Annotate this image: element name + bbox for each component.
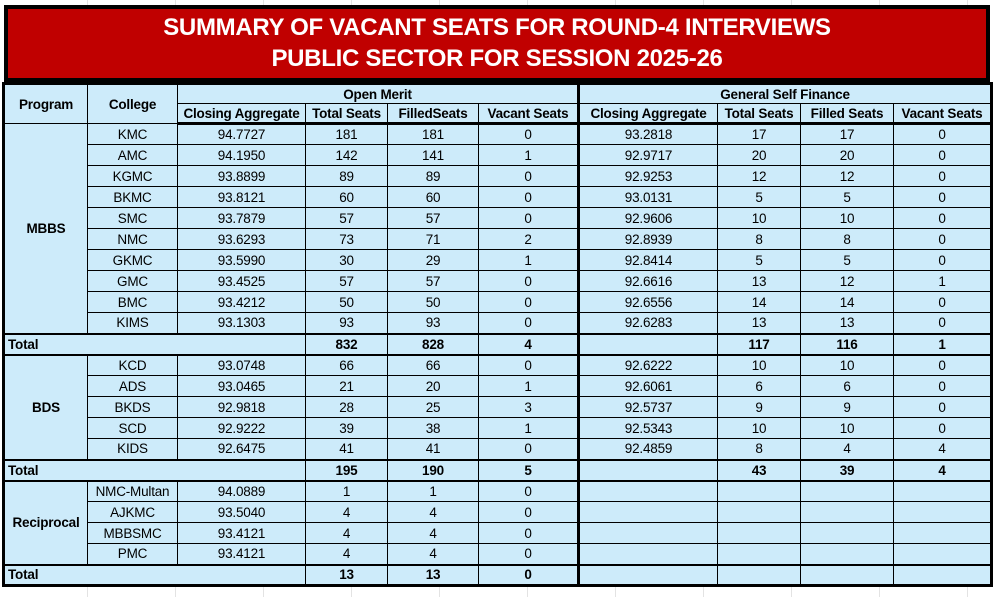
om-filled-seats-cell: 50 xyxy=(388,292,479,313)
table-row xyxy=(4,313,992,334)
om-vacant-seats-cell: 3 xyxy=(479,397,579,418)
col-header-gsf-vacant-seats: Vacant Seats xyxy=(894,104,992,124)
om-filled-seats-cell: 4 xyxy=(388,502,479,523)
om-vacant-seats-cell: 1 xyxy=(479,145,579,166)
gsf-total-seats-cell: 14 xyxy=(718,292,801,313)
om-vacant-seats-cell: 2 xyxy=(479,229,579,250)
gsf-vacant-seats-cell: 0 xyxy=(894,166,992,187)
table-row xyxy=(4,271,992,292)
college-cell: SMC xyxy=(88,208,178,229)
om-closing-aggregate-cell: 93.8899 xyxy=(178,166,306,187)
om-total-seats-cell: 1 xyxy=(306,481,388,502)
total-label-cell: Total xyxy=(4,334,306,355)
om-closing-aggregate-cell: 93.0465 xyxy=(178,376,306,397)
table-row xyxy=(4,187,992,208)
group-header-general-self-finance: General Self Finance xyxy=(579,84,992,104)
col-header-college: College xyxy=(88,84,178,124)
om-total-seats-cell: 50 xyxy=(306,292,388,313)
om-vacant-seats-cell: 0 xyxy=(479,292,579,313)
total-gsf-vacant-seats-cell: 4 xyxy=(894,460,992,481)
gsf-filled-seats-cell xyxy=(801,523,894,544)
col-header-om-filled-seats: FilledSeats xyxy=(388,104,479,124)
gsf-total-seats-cell xyxy=(718,481,801,502)
total-om-filled-seats-cell: 828 xyxy=(388,334,479,355)
table-row xyxy=(4,397,992,418)
gsf-total-seats-cell: 20 xyxy=(718,145,801,166)
gsf-total-seats-cell xyxy=(718,502,801,523)
table-row xyxy=(4,292,992,313)
gsf-filled-seats-cell: 10 xyxy=(801,208,894,229)
college-cell: GKMC xyxy=(88,250,178,271)
om-total-seats-cell: 21 xyxy=(306,376,388,397)
gsf-closing-aggregate-cell: 93.2818 xyxy=(579,124,718,145)
college-cell: SCD xyxy=(88,418,178,439)
group-header-open-merit: Open Merit xyxy=(178,84,579,104)
om-vacant-seats-cell: 0 xyxy=(479,271,579,292)
table-row xyxy=(4,376,992,397)
total-gsf-closing-aggregate-cell xyxy=(579,334,718,355)
om-filled-seats-cell: 4 xyxy=(388,544,479,565)
total-om-total-seats-cell: 13 xyxy=(306,565,388,586)
gsf-filled-seats-cell: 8 xyxy=(801,229,894,250)
total-gsf-closing-aggregate-cell xyxy=(579,460,718,481)
om-total-seats-cell: 66 xyxy=(306,355,388,376)
col-header-program: Program xyxy=(4,84,88,124)
gsf-total-seats-cell: 10 xyxy=(718,208,801,229)
om-filled-seats-cell: 71 xyxy=(388,229,479,250)
gsf-closing-aggregate-cell: 92.5343 xyxy=(579,418,718,439)
total-gsf-total-seats-cell: 43 xyxy=(718,460,801,481)
om-total-seats-cell: 28 xyxy=(306,397,388,418)
col-header-gsf-closing-aggregate: Closing Aggregate xyxy=(579,104,718,124)
gsf-filled-seats-cell: 17 xyxy=(801,124,894,145)
om-total-seats-cell: 4 xyxy=(306,523,388,544)
gsf-total-seats-cell: 8 xyxy=(718,229,801,250)
gsf-filled-seats-cell: 6 xyxy=(801,376,894,397)
program-cell: MBBS xyxy=(4,124,88,334)
om-closing-aggregate-cell: 93.5990 xyxy=(178,250,306,271)
gsf-closing-aggregate-cell: 92.9717 xyxy=(579,145,718,166)
college-cell: KMC xyxy=(88,124,178,145)
gsf-vacant-seats-cell: 0 xyxy=(894,292,992,313)
college-cell: GMC xyxy=(88,271,178,292)
om-filled-seats-cell: 141 xyxy=(388,145,479,166)
title-line-1: SUMMARY OF VACANT SEATS FOR ROUND-4 INTERVIEWS xyxy=(163,14,831,41)
om-filled-seats-cell: 89 xyxy=(388,166,479,187)
college-cell: NMC xyxy=(88,229,178,250)
table-row xyxy=(4,250,992,271)
gsf-filled-seats-cell: 4 xyxy=(801,439,894,460)
college-cell: KIDS xyxy=(88,439,178,460)
college-cell: KGMC xyxy=(88,166,178,187)
om-total-seats-cell: 4 xyxy=(306,544,388,565)
gsf-vacant-seats-cell: 0 xyxy=(894,187,992,208)
gsf-vacant-seats-cell: 0 xyxy=(894,355,992,376)
gsf-closing-aggregate-cell xyxy=(579,481,718,502)
table-row xyxy=(4,145,992,166)
table-row xyxy=(4,124,992,145)
total-om-filled-seats-cell: 190 xyxy=(388,460,479,481)
om-closing-aggregate-cell: 93.6293 xyxy=(178,229,306,250)
gsf-filled-seats-cell xyxy=(801,544,894,565)
gsf-closing-aggregate-cell: 93.0131 xyxy=(579,187,718,208)
total-gsf-vacant-seats-cell xyxy=(894,565,992,586)
gsf-total-seats-cell xyxy=(718,523,801,544)
gsf-total-seats-cell: 17 xyxy=(718,124,801,145)
om-vacant-seats-cell: 1 xyxy=(479,250,579,271)
total-label-cell: Total xyxy=(4,460,306,481)
title-line-2: PUBLIC SECTOR FOR SESSION 2025-26 xyxy=(271,45,723,72)
total-gsf-total-seats-cell: 117 xyxy=(718,334,801,355)
gsf-closing-aggregate-cell: 92.8939 xyxy=(579,229,718,250)
om-closing-aggregate-cell: 92.9818 xyxy=(178,397,306,418)
om-vacant-seats-cell: 0 xyxy=(479,355,579,376)
gsf-closing-aggregate-cell xyxy=(579,523,718,544)
gsf-total-seats-cell: 6 xyxy=(718,376,801,397)
om-vacant-seats-cell: 0 xyxy=(479,544,579,565)
table-header xyxy=(4,84,992,124)
college-cell: BMC xyxy=(88,292,178,313)
om-total-seats-cell: 93 xyxy=(306,313,388,334)
gsf-filled-seats-cell: 12 xyxy=(801,271,894,292)
om-filled-seats-cell: 57 xyxy=(388,208,479,229)
gsf-filled-seats-cell: 14 xyxy=(801,292,894,313)
om-closing-aggregate-cell: 93.4212 xyxy=(178,292,306,313)
total-label-cell: Total xyxy=(4,565,306,586)
om-vacant-seats-cell: 0 xyxy=(479,502,579,523)
gsf-filled-seats-cell: 13 xyxy=(801,313,894,334)
col-header-gsf-total-seats: Total Seats xyxy=(718,104,801,124)
program-cell: BDS xyxy=(4,355,88,460)
gsf-total-seats-cell: 13 xyxy=(718,313,801,334)
gsf-vacant-seats-cell: 0 xyxy=(894,208,992,229)
total-om-total-seats-cell: 832 xyxy=(306,334,388,355)
table-row xyxy=(4,418,992,439)
total-gsf-vacant-seats-cell: 1 xyxy=(894,334,992,355)
om-filled-seats-cell: 20 xyxy=(388,376,479,397)
om-closing-aggregate-cell: 94.0889 xyxy=(178,481,306,502)
gsf-total-seats-cell: 5 xyxy=(718,187,801,208)
om-total-seats-cell: 57 xyxy=(306,208,388,229)
om-closing-aggregate-cell: 93.4525 xyxy=(178,271,306,292)
om-vacant-seats-cell: 0 xyxy=(479,439,579,460)
gsf-closing-aggregate-cell: 92.6222 xyxy=(579,355,718,376)
table-row xyxy=(4,523,992,544)
total-row xyxy=(4,460,992,481)
total-gsf-total-seats-cell xyxy=(718,565,801,586)
total-om-vacant-seats-cell: 5 xyxy=(479,460,579,481)
om-closing-aggregate-cell: 93.7879 xyxy=(178,208,306,229)
om-filled-seats-cell: 181 xyxy=(388,124,479,145)
om-filled-seats-cell: 60 xyxy=(388,187,479,208)
table-row xyxy=(4,166,992,187)
om-closing-aggregate-cell: 93.8121 xyxy=(178,187,306,208)
gsf-total-seats-cell: 10 xyxy=(718,418,801,439)
gsf-vacant-seats-cell: 0 xyxy=(894,229,992,250)
om-closing-aggregate-cell: 93.4121 xyxy=(178,523,306,544)
gsf-vacant-seats-cell: 1 xyxy=(894,271,992,292)
gsf-filled-seats-cell: 20 xyxy=(801,145,894,166)
om-total-seats-cell: 181 xyxy=(306,124,388,145)
om-closing-aggregate-cell: 94.7727 xyxy=(178,124,306,145)
gsf-closing-aggregate-cell: 92.4859 xyxy=(579,439,718,460)
table-row xyxy=(4,439,992,460)
table-body xyxy=(4,124,992,586)
gsf-vacant-seats-cell: 4 xyxy=(894,439,992,460)
om-vacant-seats-cell: 0 xyxy=(479,166,579,187)
gsf-filled-seats-cell: 5 xyxy=(801,187,894,208)
total-om-vacant-seats-cell: 4 xyxy=(479,334,579,355)
om-filled-seats-cell: 41 xyxy=(388,439,479,460)
total-row xyxy=(4,565,992,586)
table-row xyxy=(4,544,992,565)
gsf-filled-seats-cell: 10 xyxy=(801,418,894,439)
gsf-filled-seats-cell xyxy=(801,481,894,502)
gsf-vacant-seats-cell: 0 xyxy=(894,250,992,271)
gsf-total-seats-cell: 9 xyxy=(718,397,801,418)
group-header-row xyxy=(4,84,992,104)
title-banner xyxy=(4,5,990,82)
gsf-total-seats-cell xyxy=(718,544,801,565)
om-total-seats-cell: 89 xyxy=(306,166,388,187)
om-filled-seats-cell: 25 xyxy=(388,397,479,418)
om-filled-seats-cell: 1 xyxy=(388,481,479,502)
table-row xyxy=(4,481,992,502)
om-filled-seats-cell: 38 xyxy=(388,418,479,439)
om-closing-aggregate-cell: 92.6475 xyxy=(178,439,306,460)
gsf-total-seats-cell: 5 xyxy=(718,250,801,271)
col-header-om-vacant-seats: Vacant Seats xyxy=(479,104,579,124)
om-closing-aggregate-cell: 93.1303 xyxy=(178,313,306,334)
om-total-seats-cell: 4 xyxy=(306,502,388,523)
total-om-filled-seats-cell: 13 xyxy=(388,565,479,586)
gsf-filled-seats-cell xyxy=(801,502,894,523)
program-cell: Reciprocal xyxy=(4,481,88,565)
om-vacant-seats-cell: 0 xyxy=(479,481,579,502)
om-total-seats-cell: 30 xyxy=(306,250,388,271)
gsf-closing-aggregate-cell xyxy=(579,544,718,565)
total-gsf-filled-seats-cell: 39 xyxy=(801,460,894,481)
col-header-om-total-seats: Total Seats xyxy=(306,104,388,124)
college-cell: NMC-Multan xyxy=(88,481,178,502)
college-cell: MBBSMC xyxy=(88,523,178,544)
gsf-closing-aggregate-cell: 92.6283 xyxy=(579,313,718,334)
gsf-closing-aggregate-cell: 92.6061 xyxy=(579,376,718,397)
om-vacant-seats-cell: 0 xyxy=(479,208,579,229)
gsf-vacant-seats-cell: 0 xyxy=(894,124,992,145)
table-row xyxy=(4,208,992,229)
gsf-vacant-seats-cell: 0 xyxy=(894,313,992,334)
gsf-vacant-seats-cell xyxy=(894,481,992,502)
gsf-closing-aggregate-cell: 92.9253 xyxy=(579,166,718,187)
om-vacant-seats-cell: 1 xyxy=(479,418,579,439)
gsf-vacant-seats-cell xyxy=(894,502,992,523)
om-closing-aggregate-cell: 92.9222 xyxy=(178,418,306,439)
table-row xyxy=(4,355,992,376)
om-vacant-seats-cell: 0 xyxy=(479,124,579,145)
gsf-vacant-seats-cell xyxy=(894,544,992,565)
college-cell: BKMC xyxy=(88,187,178,208)
gsf-closing-aggregate-cell: 92.9606 xyxy=(579,208,718,229)
om-total-seats-cell: 39 xyxy=(306,418,388,439)
om-filled-seats-cell: 4 xyxy=(388,523,479,544)
om-filled-seats-cell: 29 xyxy=(388,250,479,271)
vacant-seats-table xyxy=(2,82,993,587)
om-filled-seats-cell: 66 xyxy=(388,355,479,376)
college-cell: PMC xyxy=(88,544,178,565)
college-cell: AMC xyxy=(88,145,178,166)
total-om-vacant-seats-cell: 0 xyxy=(479,565,579,586)
col-header-gsf-filled-seats: Filled Seats xyxy=(801,104,894,124)
gsf-vacant-seats-cell: 0 xyxy=(894,376,992,397)
om-total-seats-cell: 73 xyxy=(306,229,388,250)
gsf-total-seats-cell: 8 xyxy=(718,439,801,460)
gsf-closing-aggregate-cell: 92.5737 xyxy=(579,397,718,418)
gsf-closing-aggregate-cell xyxy=(579,502,718,523)
gsf-total-seats-cell: 10 xyxy=(718,355,801,376)
gsf-vacant-seats-cell: 0 xyxy=(894,397,992,418)
gsf-closing-aggregate-cell: 92.6616 xyxy=(579,271,718,292)
college-cell: BKDS xyxy=(88,397,178,418)
om-total-seats-cell: 57 xyxy=(306,271,388,292)
gsf-filled-seats-cell: 9 xyxy=(801,397,894,418)
gsf-closing-aggregate-cell: 92.6556 xyxy=(579,292,718,313)
gsf-vacant-seats-cell xyxy=(894,523,992,544)
total-om-total-seats-cell: 195 xyxy=(306,460,388,481)
om-vacant-seats-cell: 0 xyxy=(479,187,579,208)
gsf-closing-aggregate-cell: 92.8414 xyxy=(579,250,718,271)
om-total-seats-cell: 60 xyxy=(306,187,388,208)
om-vacant-seats-cell: 1 xyxy=(479,376,579,397)
table-row xyxy=(4,229,992,250)
om-total-seats-cell: 41 xyxy=(306,439,388,460)
table-row xyxy=(4,502,992,523)
college-cell: AJKMC xyxy=(88,502,178,523)
gsf-filled-seats-cell: 12 xyxy=(801,166,894,187)
om-total-seats-cell: 142 xyxy=(306,145,388,166)
college-cell: KCD xyxy=(88,355,178,376)
gsf-total-seats-cell: 13 xyxy=(718,271,801,292)
college-cell: KIMS xyxy=(88,313,178,334)
om-filled-seats-cell: 93 xyxy=(388,313,479,334)
college-cell: ADS xyxy=(88,376,178,397)
gsf-filled-seats-cell: 10 xyxy=(801,355,894,376)
om-closing-aggregate-cell: 93.4121 xyxy=(178,544,306,565)
total-gsf-closing-aggregate-cell xyxy=(579,565,718,586)
total-gsf-filled-seats-cell: 116 xyxy=(801,334,894,355)
total-row xyxy=(4,334,992,355)
gsf-vacant-seats-cell: 0 xyxy=(894,145,992,166)
gsf-total-seats-cell: 12 xyxy=(718,166,801,187)
om-closing-aggregate-cell: 93.5040 xyxy=(178,502,306,523)
gsf-filled-seats-cell: 5 xyxy=(801,250,894,271)
total-gsf-filled-seats-cell xyxy=(801,565,894,586)
gsf-vacant-seats-cell: 0 xyxy=(894,418,992,439)
col-header-om-closing-aggregate: Closing Aggregate xyxy=(178,104,306,124)
om-closing-aggregate-cell: 94.1950 xyxy=(178,145,306,166)
om-vacant-seats-cell: 0 xyxy=(479,313,579,334)
om-vacant-seats-cell: 0 xyxy=(479,523,579,544)
om-closing-aggregate-cell: 93.0748 xyxy=(178,355,306,376)
om-filled-seats-cell: 57 xyxy=(388,271,479,292)
